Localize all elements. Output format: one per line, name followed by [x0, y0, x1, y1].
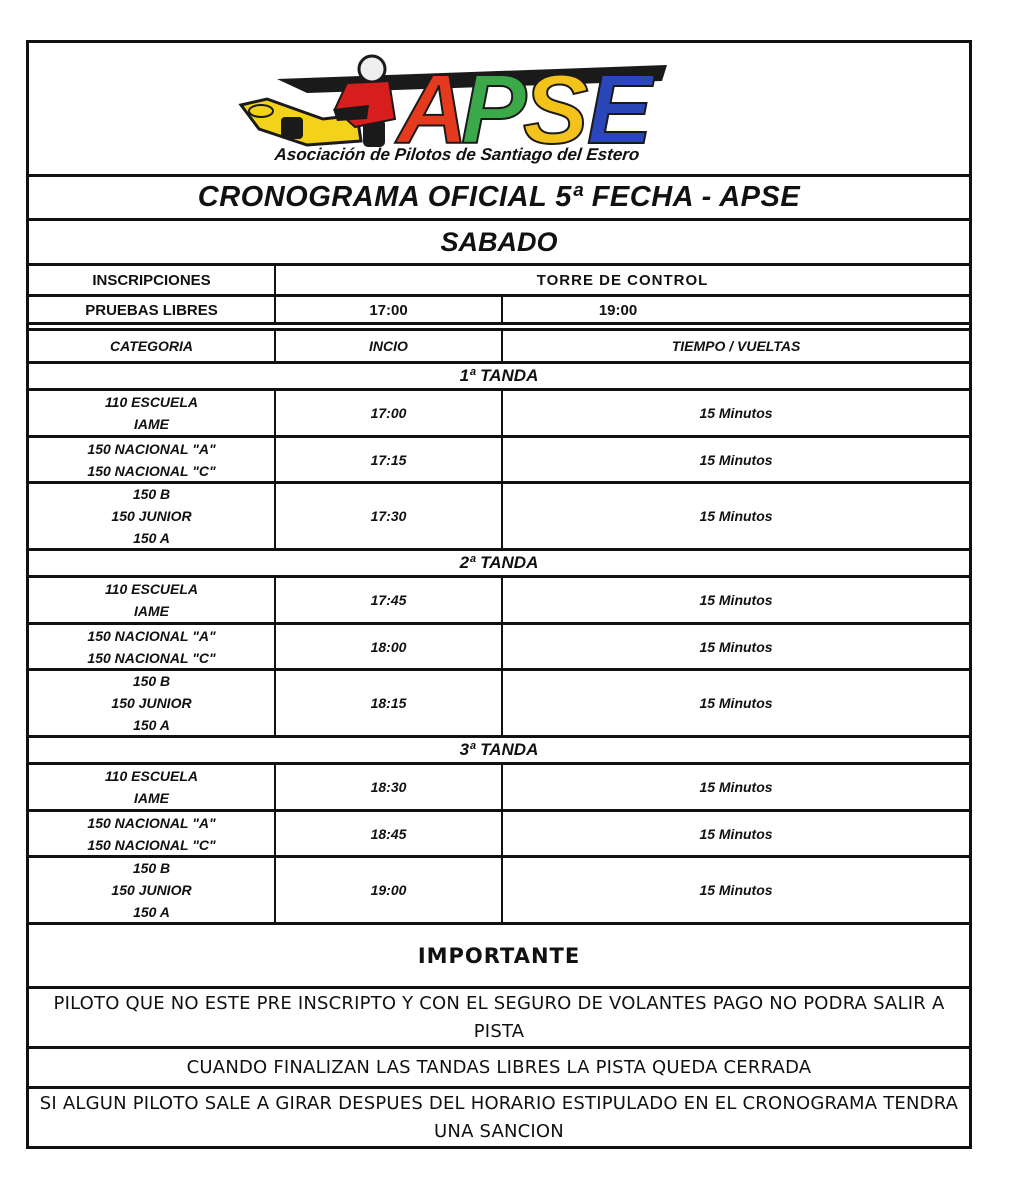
- helmet-icon: [359, 56, 385, 82]
- table-row-tiempo: 15 Minutos: [699, 405, 773, 421]
- table-row-tiempo: 15 Minutos: [699, 451, 773, 468]
- table-row-categoria: 150 B 150 JUNIOR 150 A: [111, 486, 192, 546]
- pruebas-libres-start: 17:00: [369, 301, 408, 319]
- page-title: CRONOGRAMA OFICIAL 5ª FECHA - APSE: [197, 181, 801, 213]
- table-row-inicio: 17:15: [370, 451, 407, 468]
- kart-icon: [241, 56, 395, 147]
- table-row-categoria: 110 ESCUELA IAME: [104, 394, 199, 432]
- table-row-categoria: 150 NACIONAL "A" 150 NACIONAL "C": [87, 627, 216, 666]
- table-row-inicio: 17:00: [370, 405, 407, 421]
- note-inscription: PILOTO QUE NO ESTE PRE INSCRIPTO Y CON EL SEGURO DE VOLANTES PAGO NO PODRA SALIR A PISTA: [53, 992, 945, 1042]
- table-row-tiempo: 15 Minutos: [699, 695, 773, 711]
- important-heading: IMPORTANTE: [417, 943, 581, 968]
- column-header-categoria: CATEGORIA: [110, 338, 193, 354]
- table-row-tiempo: 15 Minutos: [699, 779, 773, 795]
- tanda-heading: 1ª TANDA: [459, 366, 539, 385]
- table-row-inicio: 18:15: [370, 695, 407, 711]
- column-header-tiempo: TIEMPO / VUELTAS: [671, 338, 801, 354]
- pruebas-libres-label: PRUEBAS LIBRES: [85, 301, 218, 319]
- table-row-tiempo: 15 Minutos: [699, 638, 773, 655]
- table-row-categoria: 150 B 150 JUNIOR 150 A: [111, 860, 192, 920]
- table-row-inicio: 18:30: [370, 779, 407, 795]
- table-row-tiempo: 15 Minutos: [699, 825, 773, 842]
- note-sanction: SI ALGUN PILOTO SALE A GIRAR DESPUES DEL HORARIO ESTIPULADO EN EL CRONOGRAMA TENDRA UNA SANCION: [39, 1093, 959, 1142]
- logo-letter-e: E: [587, 54, 653, 164]
- table-row-categoria: 150 NACIONAL "A" 150 NACIONAL "C": [87, 440, 216, 479]
- table-row-inicio: 18:00: [370, 638, 407, 655]
- logo-letter-a: A: [397, 54, 468, 164]
- table-row-tiempo: 15 Minutos: [699, 592, 773, 608]
- inscripciones-value: TORRE DE CONTROL: [536, 271, 709, 289]
- tanda-heading: 3ª TANDA: [459, 740, 539, 759]
- logo-letter-p: P: [461, 54, 527, 164]
- schedule-sheet: [26, 40, 972, 1149]
- column-header-inicio: INCIO: [369, 338, 408, 354]
- table-row-tiempo: 15 Minutos: [699, 508, 773, 524]
- logo-letter-s: S: [523, 54, 589, 164]
- table-row-categoria: 110 ESCUELA IAME: [104, 768, 199, 806]
- table-row-categoria: 150 B 150 JUNIOR 150 A: [111, 673, 192, 733]
- table-row-inicio: 17:45: [370, 592, 407, 608]
- pruebas-libres-end: 19:00: [598, 301, 638, 319]
- note-track-closed: CUANDO FINALIZAN LAS TANDAS LIBRES LA PISTA QUEDA CERRADA: [186, 1056, 812, 1078]
- day-title: SABADO: [440, 226, 558, 257]
- inscripciones-label: INSCRIPCIONES: [92, 271, 211, 289]
- table-row-categoria: 110 ESCUELA IAME: [104, 581, 199, 619]
- table-row-inicio: 18:45: [370, 825, 407, 842]
- tanda-heading: 2ª TANDA: [459, 553, 539, 572]
- table-row-inicio: 19:00: [370, 882, 407, 898]
- logo-caption: Asociación de Pilotos de Santiago del Estero: [273, 145, 641, 164]
- table-row-categoria: 150 NACIONAL "A" 150 NACIONAL "C": [87, 814, 216, 853]
- table-row-inicio: 17:30: [370, 508, 407, 524]
- table-row-tiempo: 15 Minutos: [699, 882, 773, 898]
